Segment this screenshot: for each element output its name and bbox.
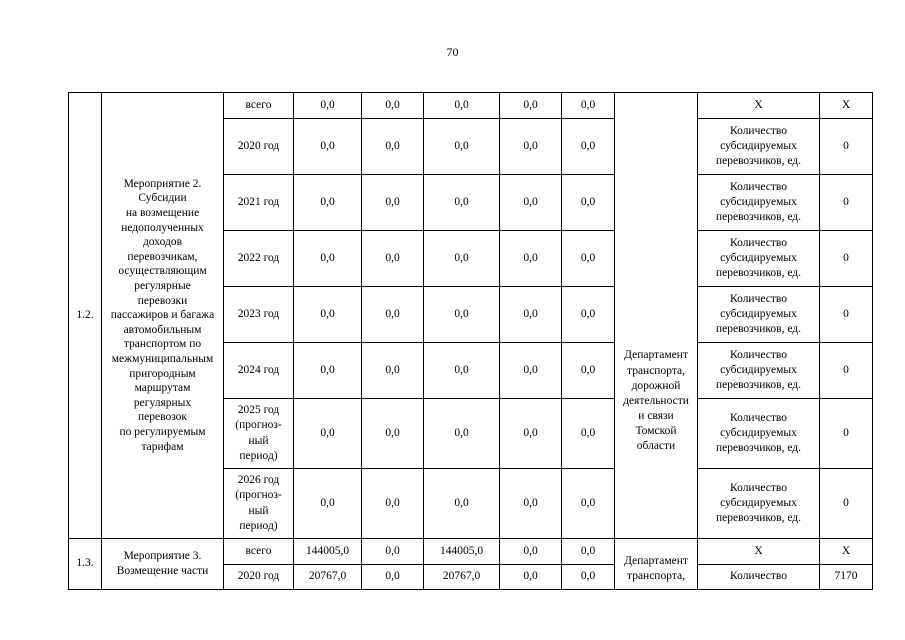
table-row xyxy=(69,539,873,565)
indicator-cell xyxy=(698,287,820,343)
page-number: 70 xyxy=(446,45,459,59)
period-line: всего xyxy=(245,544,272,557)
value-cell: 0,0 xyxy=(500,175,562,231)
table-body xyxy=(69,93,873,590)
indicator-line: Количество xyxy=(730,180,787,193)
indicator-line: перевозчиков, ед. xyxy=(715,155,802,168)
value-cell: 0,0 xyxy=(500,565,562,590)
value-cell: 0,0 xyxy=(362,287,424,343)
value-cell: 0,0 xyxy=(562,343,615,399)
department-line: транспорта, xyxy=(627,570,685,582)
value-cell: 0,0 xyxy=(362,469,424,539)
item-name-line: пассажиров и багажа xyxy=(110,309,215,322)
period-line: 2020 год xyxy=(237,570,280,583)
period-line: 2022 год xyxy=(237,251,280,264)
indicator-line: Количество xyxy=(730,411,787,424)
value-cell: 0,0 xyxy=(562,399,615,469)
indicator-line: перевозчиков, ед. xyxy=(715,442,802,455)
period-cell xyxy=(224,399,294,469)
value-cell: 0,0 xyxy=(294,469,362,539)
period-line: ный xyxy=(248,434,269,447)
item-name-line: недополученных xyxy=(121,221,204,234)
item-name-line: на возмещение xyxy=(125,207,200,220)
indicator-value: Х xyxy=(820,539,873,565)
value-cell: 0,0 xyxy=(424,175,500,231)
department-line: Томской xyxy=(635,425,677,438)
value-cell: 0,0 xyxy=(294,287,362,343)
indicator-value: 0 xyxy=(820,231,873,287)
indicator-value: 0 xyxy=(820,287,873,343)
period-line: период) xyxy=(239,449,278,462)
item-name-line: автомобильным xyxy=(123,323,202,336)
value-cell: 0,0 xyxy=(294,175,362,231)
period-cell xyxy=(224,343,294,399)
value-cell: 0,0 xyxy=(500,287,562,343)
value-cell: 0,0 xyxy=(294,343,362,399)
department-line: Департамент xyxy=(624,554,688,567)
program-table xyxy=(68,92,873,590)
value-cell: 0,0 xyxy=(362,119,424,175)
value-cell: 0,0 xyxy=(362,565,424,590)
item-name-line: маршрутам xyxy=(134,382,191,395)
department-line: Департамент xyxy=(624,349,688,362)
value-cell: 0,0 xyxy=(362,231,424,287)
period-cell xyxy=(224,469,294,539)
indicator-line: субсидируемых xyxy=(720,496,797,509)
item-name-line: пригородным xyxy=(129,367,196,380)
item-name-line: доходов xyxy=(142,236,183,249)
value-cell: 0,0 xyxy=(294,93,362,119)
value-cell: 0,0 xyxy=(562,119,615,175)
value-cell: 0,0 xyxy=(294,119,362,175)
item-name xyxy=(102,93,224,539)
department-cell xyxy=(615,539,698,590)
indicator-line: субсидируемых xyxy=(720,251,797,264)
indicator-line: Количество xyxy=(730,124,787,137)
indicator-cell xyxy=(698,469,820,539)
item-name-line: Мероприятие 2. xyxy=(123,177,202,190)
indicator-cell xyxy=(698,231,820,287)
indicator-line: перевозчиков, ед. xyxy=(715,379,802,392)
value-cell: 0,0 xyxy=(424,399,500,469)
value-cell: 0,0 xyxy=(424,231,500,287)
item-name-line: Мероприятие 3. xyxy=(123,550,202,563)
period-cell xyxy=(224,565,294,590)
indicator-cell xyxy=(698,399,820,469)
value-cell: 20767,0 xyxy=(424,565,500,590)
department-line: дорожной xyxy=(631,379,681,392)
indicator-line: Х xyxy=(754,544,763,557)
value-cell: 0,0 xyxy=(500,399,562,469)
indicator-cell xyxy=(698,565,820,590)
department-line: транспорта, xyxy=(627,364,685,377)
period-line: ный xyxy=(248,504,269,517)
period-line: 2026 год xyxy=(237,474,280,487)
department-line: области xyxy=(636,440,676,453)
value-cell: 0,0 xyxy=(500,539,562,565)
indicator-line: перевозчиков, ед. xyxy=(715,267,802,280)
value-cell: 0,0 xyxy=(424,119,500,175)
item-name-line: межмуниципальным xyxy=(111,352,214,365)
indicator-line: субсидируемых xyxy=(720,363,797,376)
value-cell: 0,0 xyxy=(362,539,424,565)
indicator-value: 7170 xyxy=(820,565,873,590)
period-cell xyxy=(224,287,294,343)
indicator-line: субсидируемых xyxy=(720,307,797,320)
value-cell: 0,0 xyxy=(500,469,562,539)
indicator-value: 0 xyxy=(820,119,873,175)
indicator-line: Количество xyxy=(730,481,787,494)
item-name-line: по регулируемым xyxy=(119,425,206,438)
item-name-line: регулярных xyxy=(133,396,192,409)
item-name-line: перевозки xyxy=(137,294,188,307)
period-line: 2021 год xyxy=(237,195,280,208)
item-name-line: Субсидии xyxy=(138,192,187,205)
value-cell: 0,0 xyxy=(500,119,562,175)
value-cell: 20767,0 xyxy=(294,565,362,590)
value-cell: 0,0 xyxy=(562,231,615,287)
period-line: 2020 год xyxy=(237,139,280,152)
department-cell xyxy=(615,93,698,539)
period-cell xyxy=(224,539,294,565)
indicator-value: 0 xyxy=(820,175,873,231)
value-cell: 0,0 xyxy=(362,343,424,399)
indicator-line: Количество xyxy=(730,292,787,305)
period-line: период) xyxy=(239,519,278,532)
value-cell: 0,0 xyxy=(500,231,562,287)
value-cell: 0,0 xyxy=(424,93,500,119)
table-row xyxy=(69,93,873,119)
item-name-line: перевозок xyxy=(137,411,188,424)
value-cell: 0,0 xyxy=(424,287,500,343)
item-name-line: осуществляющим xyxy=(118,265,207,278)
department-line: деятельности xyxy=(623,394,689,407)
period-line: (прогноз- xyxy=(235,489,282,502)
indicator-line: субсидируемых xyxy=(720,426,797,439)
indicator-value: 0 xyxy=(820,343,873,399)
value-cell: 0,0 xyxy=(562,175,615,231)
period-line: 2025 год xyxy=(237,404,280,417)
value-cell: 0,0 xyxy=(562,287,615,343)
value-cell: 0,0 xyxy=(562,539,615,565)
indicator-line: перевозчиков, ед. xyxy=(715,211,802,224)
indicator-line: субсидируемых xyxy=(720,139,797,152)
value-cell: 0,0 xyxy=(362,399,424,469)
indicator-value: 0 xyxy=(820,399,873,469)
item-name xyxy=(102,539,224,590)
period-cell xyxy=(224,175,294,231)
period-cell xyxy=(224,231,294,287)
value-cell: 0,0 xyxy=(294,231,362,287)
item-number: 1.3. xyxy=(69,539,102,590)
value-cell: 144005,0 xyxy=(294,539,362,565)
value-cell: 0,0 xyxy=(294,399,362,469)
indicator-line: Х xyxy=(754,98,763,111)
indicator-cell xyxy=(698,93,820,119)
indicator-line: Количество xyxy=(730,570,787,583)
item-name-line: тарифам xyxy=(141,440,184,453)
period-line: (прогноз- xyxy=(235,419,282,432)
value-cell: 0,0 xyxy=(362,175,424,231)
item-name-line: регулярные xyxy=(134,280,191,293)
period-line: 2023 год xyxy=(237,307,280,320)
value-cell: 0,0 xyxy=(562,565,615,590)
indicator-line: Количество xyxy=(730,236,787,249)
department-line: и связи xyxy=(638,410,674,423)
value-cell: 0,0 xyxy=(424,343,500,399)
indicator-cell xyxy=(698,343,820,399)
value-cell: 0,0 xyxy=(500,343,562,399)
indicator-value: Х xyxy=(820,93,873,119)
indicator-line: субсидируемых xyxy=(720,195,797,208)
indicator-cell xyxy=(698,175,820,231)
period-line: всего xyxy=(245,98,272,111)
indicator-line: перевозчиков, ед. xyxy=(715,512,802,525)
indicator-line: Количество xyxy=(730,348,787,361)
item-name-line: перевозчикам, xyxy=(127,250,198,263)
value-cell: 144005,0 xyxy=(424,539,500,565)
indicator-cell xyxy=(698,119,820,175)
value-cell: 0,0 xyxy=(562,93,615,119)
period-line: 2024 год xyxy=(237,363,280,376)
item-name-line: Возмещение части xyxy=(116,565,209,577)
indicator-cell xyxy=(698,539,820,565)
value-cell: 0,0 xyxy=(500,93,562,119)
period-cell xyxy=(224,119,294,175)
period-cell xyxy=(224,93,294,119)
value-cell: 0,0 xyxy=(362,93,424,119)
item-name-line: транспортом по xyxy=(123,338,202,351)
value-cell: 0,0 xyxy=(424,469,500,539)
item-number: 1.2. xyxy=(69,93,102,539)
indicator-line: перевозчиков, ед. xyxy=(715,323,802,336)
indicator-value: 0 xyxy=(820,469,873,539)
value-cell: 0,0 xyxy=(562,469,615,539)
